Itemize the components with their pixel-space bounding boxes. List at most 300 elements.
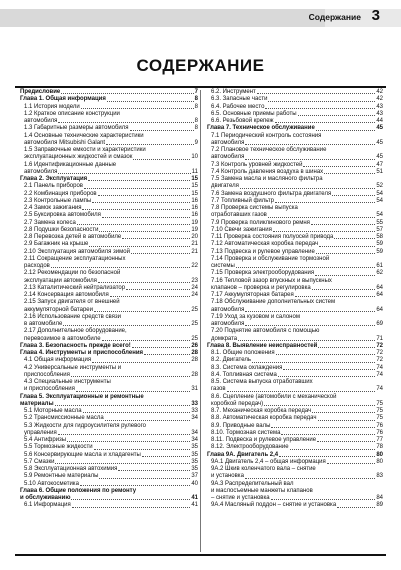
toc-entry xyxy=(20,307,198,314)
toc-entry xyxy=(207,473,383,480)
toc-entry xyxy=(20,452,198,459)
toc-entry-title: отработавших газов xyxy=(211,212,267,219)
toc-entry-title: Глава 9А. Двигатель 2,4 xyxy=(207,451,279,458)
toc-leader-dots xyxy=(142,456,190,457)
toc-leader-dots xyxy=(58,173,190,174)
toc-entry-page: 35 xyxy=(191,466,198,472)
toc-entry xyxy=(20,278,198,285)
toc-entry-title: 5.5 Тормозные жидкости xyxy=(24,444,93,451)
toc-entry-page: 54 xyxy=(376,197,383,204)
toc-leader-dots xyxy=(61,93,193,94)
toc-entry xyxy=(20,357,198,364)
toc-leader-dots xyxy=(316,130,376,131)
toc-entry xyxy=(207,89,383,96)
toc-entry-title: 7.20 Поднятие автомобиля с помощью xyxy=(211,328,320,335)
toc-entry-title: 1.4 Основные технические характеристики xyxy=(24,132,144,139)
toc-leader-dots xyxy=(283,369,375,370)
toc-entry-title: 5.10 Автокосметика xyxy=(24,480,79,487)
toc-entry-title: 2.4 Замок зажигания xyxy=(24,205,82,211)
toc-entry-page: 45 xyxy=(376,125,383,132)
toc-entry-title: Глава 8. Выявление неисправностей xyxy=(207,342,318,349)
toc-leader-dots xyxy=(122,238,190,239)
toc-entry-title: и обслуживанию xyxy=(20,495,71,501)
toc-leader-dots xyxy=(89,246,190,247)
toc-entry-title: коробкой передач) xyxy=(211,400,264,407)
toc-leader-dots xyxy=(268,101,375,102)
toc-entry-title: 7.7 Топливный фильтр xyxy=(211,197,275,204)
toc-entry xyxy=(20,466,198,473)
toc-entry-title: 1.6 Идентификационные данные xyxy=(24,161,117,168)
toc-leader-dots xyxy=(238,340,375,341)
toc-entry-title: Глава 2. Эксплуатация xyxy=(20,176,88,182)
toc-entry-page: 74 xyxy=(376,386,383,393)
toc-entry-page: 74 xyxy=(376,364,383,371)
toc-entry-title: и маслосъемные манжеты клапанов xyxy=(211,487,313,494)
toc-entry-title: 6.6. Резьбовой крепеж xyxy=(211,118,274,124)
toc-entry-page: 20 xyxy=(191,234,198,240)
toc-entry xyxy=(20,96,198,103)
toc-entry xyxy=(20,430,198,437)
toc-leader-dots xyxy=(273,231,375,232)
toc-leader-dots xyxy=(58,122,193,123)
toc-entry-title: 2.1 Панель приборов xyxy=(24,183,83,190)
toc-entry xyxy=(20,285,198,292)
toc-entry-page: 31 xyxy=(191,386,198,393)
toc-leader-dots xyxy=(281,434,375,435)
toc-entry-title: 2.13 Каталитический нейтрализатор xyxy=(24,284,126,291)
toc-entry xyxy=(20,205,198,212)
toc-leader-dots xyxy=(71,376,190,377)
toc-entry-title: 5.2 Трансмиссионные масла xyxy=(24,415,104,422)
toc-entry-title: 6.4. Рабочее место xyxy=(211,103,265,110)
toc-leader-dots xyxy=(271,427,375,428)
toc-entry-title: 9А.1 Двигатель 2,4 – общая информация xyxy=(211,458,326,465)
toc-entry-page: 16 xyxy=(191,212,198,219)
toc-entry xyxy=(207,401,383,408)
toc-entry-title: 7.10 Свечи зажигания xyxy=(211,226,272,233)
toc-leader-dots xyxy=(318,347,375,348)
toc-entry-title: 5.1 Моторные масла xyxy=(24,408,82,414)
toc-entry-title: 2.7 Замена колеса xyxy=(24,219,76,226)
toc-entry-title: – снятие и установка xyxy=(211,495,270,501)
toc-entry xyxy=(207,307,383,314)
toc-entry-page: 9 xyxy=(194,139,198,146)
toc-entry xyxy=(20,415,198,422)
toc-entry xyxy=(207,162,383,169)
toc-entry-page: 83 xyxy=(376,473,383,480)
toc-entry-page: 34 xyxy=(191,437,198,443)
toc-leader-dots xyxy=(131,253,190,254)
toc-entry-page: 72 xyxy=(376,342,383,349)
toc-leader-dots xyxy=(99,478,190,479)
toc-entry xyxy=(20,256,198,263)
toc-entry xyxy=(20,169,198,176)
toc-right-column xyxy=(207,89,383,510)
toc-entry-page: 24 xyxy=(191,292,198,298)
toc-entry-title: 8.12. Электрооборудование xyxy=(211,444,289,451)
toc-entry xyxy=(207,176,383,183)
toc-leader-dots xyxy=(303,166,375,167)
toc-entry-title: 7.3 Контроль уровней жидкостей xyxy=(211,161,303,168)
toc-entry-page: 42 xyxy=(376,89,383,95)
toc-entry-page: 16 xyxy=(191,205,198,211)
toc-entry-title: 2.12 Рекомендации по безопасной xyxy=(24,270,121,277)
toc-entry-title: 2.9 Багажник на крыше xyxy=(24,241,89,248)
toc-entry xyxy=(20,328,198,335)
toc-entry-title: 2.5 Буксировка автомобиля xyxy=(24,212,101,219)
toc-entry xyxy=(207,321,383,328)
toc-entry-title: 8.10. Тормозная система xyxy=(211,429,281,436)
toc-leader-dots xyxy=(332,195,375,196)
toc-entry-page: 35 xyxy=(191,444,198,451)
toc-entry-page: 89 xyxy=(376,502,383,509)
toc-leader-dots xyxy=(88,180,190,181)
toc-entry-title: 8.9. Приводные валы xyxy=(211,422,271,429)
toc-entry xyxy=(207,372,383,379)
toc-entry xyxy=(207,328,383,335)
toc-entry xyxy=(20,386,198,393)
toc-leader-dots xyxy=(279,456,375,457)
toc-entry-title: 9А.3 Распределительный вал xyxy=(211,480,294,487)
toc-entry xyxy=(20,220,198,227)
toc-entry xyxy=(207,263,383,270)
toc-leader-dots xyxy=(316,253,375,254)
toc-entry xyxy=(20,299,198,306)
toc-entry-title: 8.1. Общие положения xyxy=(211,350,275,356)
toc-entry xyxy=(207,350,383,357)
toc-entry xyxy=(207,292,383,299)
toc-leader-dots xyxy=(55,463,190,464)
toc-entry xyxy=(207,256,383,263)
toc-entry xyxy=(20,437,198,444)
toc-leader-dots xyxy=(275,122,376,123)
toc-entry-page: 15 xyxy=(191,176,198,182)
toc-entry-title: 2.8 Подушки безопасности xyxy=(24,226,99,233)
toc-leader-dots xyxy=(81,108,194,109)
toc-entry xyxy=(207,299,383,306)
toc-entry-page: 74 xyxy=(376,371,383,378)
toc-entry xyxy=(207,488,383,495)
toc-entry-page: 7 xyxy=(194,89,198,95)
toc-leader-dots xyxy=(98,195,191,196)
toc-leader-dots xyxy=(252,362,375,363)
toc-entry-page: 80 xyxy=(376,451,383,458)
toc-entry-title: приспособления xyxy=(24,371,70,378)
toc-entry-page: 76 xyxy=(376,429,383,436)
page-number: 3 xyxy=(371,7,380,24)
toc-entry xyxy=(20,423,198,430)
toc-entry xyxy=(207,452,383,459)
toc-entry-page: 16 xyxy=(191,197,198,204)
toc-leader-dots xyxy=(126,289,190,290)
toc-leader-dots xyxy=(271,499,376,500)
toc-entry-title: 7.6 Замена воздушного фильтра двигателя xyxy=(211,190,332,197)
toc-leader-dots xyxy=(94,311,190,312)
toc-entry xyxy=(207,437,383,444)
toc-entry-page: 72 xyxy=(376,350,383,356)
toc-entry-page: 40 xyxy=(191,480,198,487)
toc-entry-title: 7.18 Обслуживание дополнительных систем xyxy=(211,299,336,306)
toc-entry-title: 2.16 Использование средств связи xyxy=(24,313,122,320)
toc-entry xyxy=(20,314,198,321)
toc-entry xyxy=(20,191,198,198)
toc-leader-dots xyxy=(83,412,191,413)
toc-leader-dots xyxy=(227,391,376,392)
toc-entry-title: 8.4. Топливная система xyxy=(211,371,277,378)
toc-entry-title: автомобиля xyxy=(211,306,245,313)
toc-entry-title: 4.2 Универсальные инструменты и xyxy=(24,364,122,371)
toc-entry xyxy=(207,502,383,509)
toc-entry-title: 2.2 Комбинация приборов xyxy=(24,190,97,197)
toc-entry xyxy=(207,481,383,488)
toc-leader-dots xyxy=(63,325,190,326)
toc-leader-dots xyxy=(99,231,190,232)
toc-leader-dots xyxy=(80,485,190,486)
toc-leader-dots xyxy=(298,115,376,116)
toc-entry-title: 6.2. Инструмент xyxy=(211,89,256,95)
toc-entry-title: перевозимое в автомобиле xyxy=(24,335,101,342)
toc-entry-page: 24 xyxy=(191,284,198,291)
toc-leader-dots xyxy=(324,173,375,174)
toc-entry-page: 58 xyxy=(376,234,383,240)
toc-entry-title: 1.2 Краткое описание конструкции xyxy=(24,110,120,117)
toc-leader-dots xyxy=(265,108,375,109)
toc-leader-dots xyxy=(55,405,191,406)
toc-entry xyxy=(207,415,383,422)
toc-entry xyxy=(20,459,198,466)
toc-entry xyxy=(207,365,383,372)
toc-entry-page: 61 xyxy=(376,263,383,269)
toc-entry-page: 75 xyxy=(376,400,383,407)
toc-leader-dots xyxy=(245,311,375,312)
toc-entry xyxy=(20,198,198,205)
toc-entry-page: 77 xyxy=(376,437,383,443)
toc-entry-title: 4.3 Специальные инструменты xyxy=(24,379,111,385)
toc-entry xyxy=(20,140,198,147)
toc-entry-page: 54 xyxy=(376,190,383,197)
toc-entry-title: 5.6 Консервирующие масла и хладагенты xyxy=(24,451,141,458)
toc-leader-dots xyxy=(290,449,376,450)
toc-leader-dots xyxy=(240,188,375,189)
toc-leader-dots xyxy=(278,376,375,377)
toc-leader-dots xyxy=(67,441,190,442)
toc-entry-title: Предисловие xyxy=(20,89,61,95)
toc-entry-page: 8 xyxy=(194,103,198,110)
toc-entry xyxy=(20,111,198,118)
toc-entry-title: материалы xyxy=(20,400,54,407)
toc-entry-title: автомобиля xyxy=(211,154,245,161)
toc-entry-title: 7.1 Периодический контроль состояния xyxy=(211,132,322,139)
toc-entry xyxy=(20,125,198,132)
toc-entry-title: 2.11 Сокращение эксплуатационных xyxy=(24,255,126,262)
toc-entry-title: аккумуляторной батареи xyxy=(24,306,93,313)
toc-entry-title: 9А.2 Шкив коленчатого вала – снятие xyxy=(211,466,316,472)
toc-leader-dots xyxy=(264,405,375,406)
toc-entry-title: 6.5. Основные приемы работы xyxy=(211,110,297,117)
toc-entry-page: 33 xyxy=(191,400,198,407)
toc-leader-dots xyxy=(102,340,191,341)
toc-entry xyxy=(20,408,198,415)
toc-entry-title: газов xyxy=(211,386,226,393)
toc-entry xyxy=(207,249,383,256)
toc-entry xyxy=(20,372,198,379)
toc-leader-dots xyxy=(84,188,190,189)
toc-leader-dots xyxy=(245,325,375,326)
toc-entry-title: 2.3 Контрольные лампы xyxy=(24,197,92,204)
toc-entry xyxy=(207,459,383,466)
toc-leader-dots xyxy=(105,420,191,421)
toc-entry xyxy=(20,481,198,488)
page-header-bar xyxy=(0,9,401,27)
toc-entry xyxy=(207,104,383,111)
toc-entry xyxy=(207,96,383,103)
toc-entry xyxy=(20,162,198,169)
toc-entry-title: 8.8. Автоматическая коробка передач xyxy=(211,415,317,422)
toc-entry-title: 2.10 Эксплуатация автомобиля зимой xyxy=(24,248,130,255)
toc-leader-dots xyxy=(245,478,375,479)
toc-entry-title: системы xyxy=(211,263,235,269)
toc-leader-dots xyxy=(311,224,375,225)
toc-entry-page: 42 xyxy=(376,96,383,103)
toc-leader-dots xyxy=(245,144,375,145)
page-title: СОДЕРЖАНИЕ xyxy=(136,56,265,75)
toc-entry xyxy=(207,183,383,190)
toc-entry xyxy=(20,401,198,408)
toc-leader-dots xyxy=(72,507,191,508)
toc-leader-dots xyxy=(327,463,376,464)
toc-leader-dots xyxy=(76,391,190,392)
toc-leader-dots xyxy=(337,507,375,508)
toc-entry-title: 8.5. Система выпуска отработавших xyxy=(211,379,313,385)
toc-entry-page: 34 xyxy=(191,415,198,422)
toc-entry-title: 7.9 Проверка поликлинового ремня xyxy=(211,219,310,226)
toc-entry-title: домкрата xyxy=(211,335,238,342)
toc-leader-dots xyxy=(144,354,190,355)
toc-entry-title: 5.4 Антифризы xyxy=(24,437,67,443)
toc-entry-title: и приспособления xyxy=(24,386,75,393)
toc-entry-title: 7.15 Проверка электрооборудования xyxy=(211,270,315,277)
toc-entry-title: 9А.4 Масляный поддон – снятие и установка xyxy=(211,502,337,509)
toc-entry-page: 71 xyxy=(376,335,383,342)
toc-leader-dots xyxy=(295,296,376,297)
toc-leader-dots xyxy=(312,412,375,413)
toc-entry xyxy=(20,104,198,111)
toc-entry xyxy=(207,125,383,132)
toc-entry-title: 7.19 Уход за кузовом и салоном xyxy=(211,313,300,320)
toc-entry-title: 7.8 Проверка системы выпуска xyxy=(211,205,298,211)
toc-entry-page: 59 xyxy=(376,241,383,248)
toc-entry xyxy=(207,336,383,343)
toc-entry-page: 76 xyxy=(376,422,383,429)
toc-entry-page: 33 xyxy=(191,408,198,414)
toc-entry-page: 15 xyxy=(191,183,198,190)
toc-entry xyxy=(207,191,383,198)
toc-entry-page: 64 xyxy=(376,284,383,291)
toc-entry xyxy=(207,423,383,430)
toc-entry-page: 55 xyxy=(376,219,383,226)
toc-leader-dots xyxy=(319,246,375,247)
toc-entry-page: 75 xyxy=(376,408,383,414)
toc-entry xyxy=(207,379,383,386)
toc-left-column xyxy=(20,89,198,510)
toc-entry xyxy=(207,285,383,292)
toc-entry xyxy=(207,140,383,147)
toc-entry-page: 25 xyxy=(191,335,198,342)
toc-entry xyxy=(207,205,383,212)
toc-leader-dots xyxy=(118,470,190,471)
toc-entry xyxy=(20,502,198,509)
toc-leader-dots xyxy=(334,238,375,239)
toc-leader-dots xyxy=(77,224,190,225)
toc-entry-title: 6.3. Запасные части xyxy=(211,96,268,103)
toc-entry xyxy=(20,343,198,350)
toc-entry xyxy=(20,234,198,241)
toc-leader-dots xyxy=(71,499,190,500)
toc-entry-title: 7.11 Проверка состояния полуосей привода xyxy=(211,234,334,240)
toc-entry-page: 47 xyxy=(376,161,383,168)
toc-entry-page: 35 xyxy=(191,458,198,465)
toc-entry-page: 64 xyxy=(376,292,383,298)
toc-entry xyxy=(207,314,383,321)
toc-entry xyxy=(207,386,383,393)
toc-entry xyxy=(207,343,383,350)
toc-entry-title: 7.4 Контроль давления воздуха в шинах xyxy=(211,168,324,175)
toc-leader-dots xyxy=(257,93,376,94)
toc-leader-dots xyxy=(245,159,375,160)
toc-entry xyxy=(20,183,198,190)
toc-entry xyxy=(20,379,198,386)
toc-entry-page: 41 xyxy=(191,502,198,509)
toc-entry-title: 7.5 Замена масла и масляного фильтра xyxy=(211,176,323,182)
toc-entry xyxy=(207,278,383,285)
toc-entry-title: 7.14 Проверка и обслуживание тормозной xyxy=(211,255,330,262)
toc-entry xyxy=(207,147,383,154)
toc-entry xyxy=(20,133,198,140)
toc-entry-title: автомобиля xyxy=(24,168,58,175)
toc-entry xyxy=(20,249,198,256)
toc-entry-page: 21 xyxy=(191,248,198,255)
toc-entry xyxy=(20,241,198,248)
toc-entry-page: 26 xyxy=(191,342,198,349)
column-divider xyxy=(200,90,201,552)
toc-entry-title: 7.12 Автоматическая коробка передач xyxy=(211,241,319,248)
toc-leader-dots xyxy=(133,159,190,160)
toc-entry xyxy=(207,408,383,415)
toc-leader-dots xyxy=(276,354,376,355)
toc-entry xyxy=(207,270,383,277)
toc-entry xyxy=(207,394,383,401)
toc-entry xyxy=(207,227,383,234)
toc-leader-dots xyxy=(94,449,191,450)
toc-entry-page: 25 xyxy=(191,321,198,327)
toc-entry-title: 7.17 Аккумуляторная батарея xyxy=(211,292,294,298)
toc-entry-page: 34 xyxy=(191,429,198,436)
toc-leader-dots xyxy=(132,347,191,348)
toc-entry xyxy=(20,394,198,401)
toc-entry-page: 59 xyxy=(376,248,383,255)
toc-entry-title: 8.6. Сцепление (автомобили с механической xyxy=(211,393,337,400)
toc-entry-title: 2.8 Перевозка детей в автомобиле xyxy=(24,234,122,240)
toc-entry-page: 11 xyxy=(191,168,198,175)
toc-entry-title: 5.8 Эксплуатационная автохимия xyxy=(24,466,118,472)
toc-entry xyxy=(20,488,198,495)
toc-entry xyxy=(207,133,383,140)
toc-leader-dots xyxy=(110,296,191,297)
toc-entry xyxy=(20,336,198,343)
toc-leader-dots xyxy=(318,420,376,421)
toc-entry-page: 78 xyxy=(376,444,383,451)
toc-entry-title: 8.11. Подвеска и рулевое управление xyxy=(211,437,317,443)
